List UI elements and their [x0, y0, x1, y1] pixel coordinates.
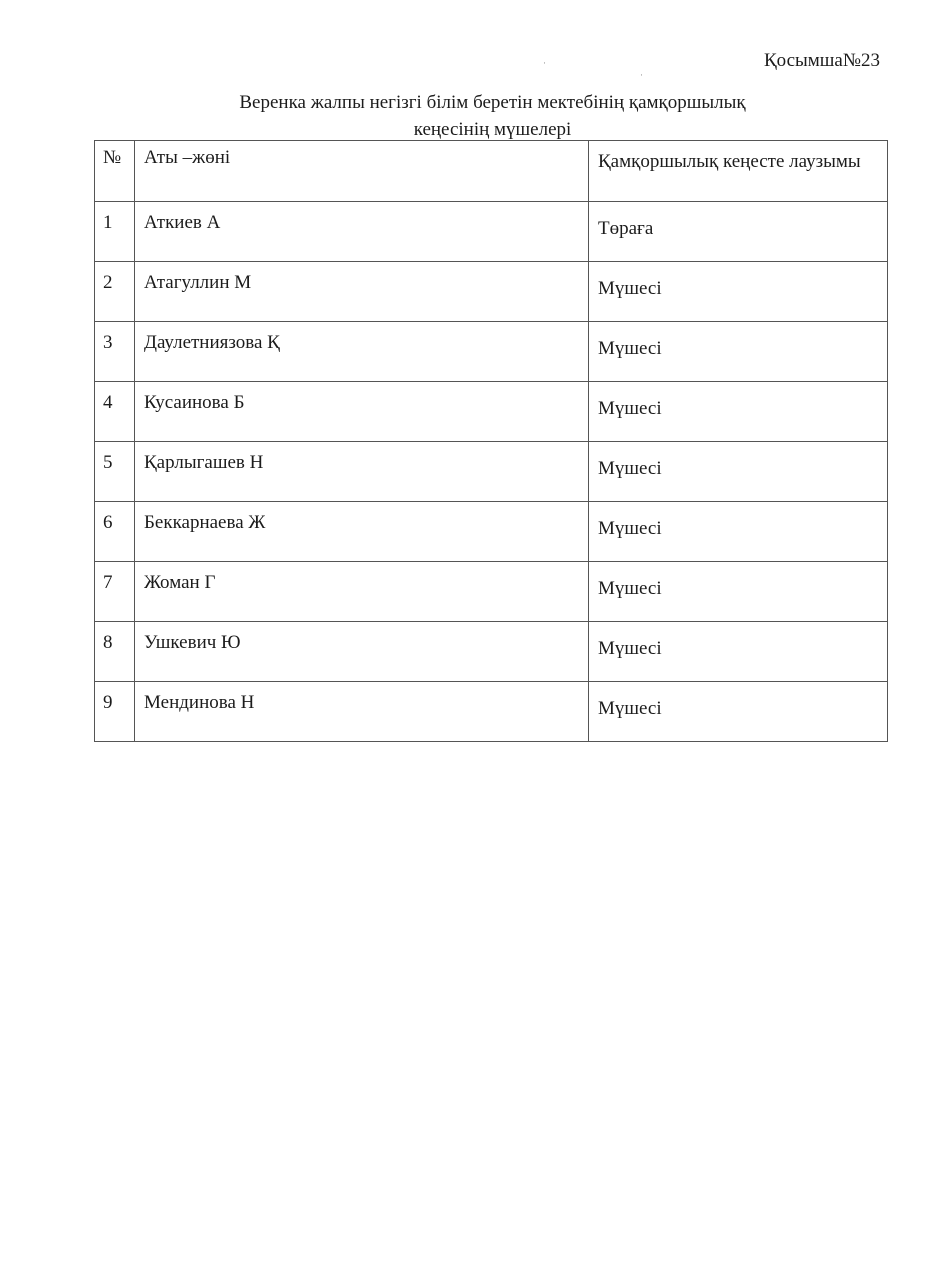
table-row [95, 202, 888, 262]
row-name: Атагуллин М [135, 262, 589, 322]
row-name: Мендинова Н [135, 682, 589, 742]
table-row [95, 262, 888, 322]
row-role: Мүшесі [589, 562, 888, 622]
scan-speck: · [640, 70, 643, 80]
appendix-label: Қосымша№23 [763, 50, 880, 71]
row-role: Төраға [589, 202, 888, 262]
row-name: Ушкевич Ю [135, 622, 589, 682]
row-name: Беккарнаева Ж [135, 502, 589, 562]
scan-speck: · [543, 58, 546, 68]
row-role: Мүшесі [589, 262, 888, 322]
row-role: Мүшесі [589, 622, 888, 682]
document-title [0, 89, 930, 143]
row-role: Мүшесі [589, 322, 888, 382]
table-row [95, 562, 888, 622]
table-row [95, 442, 888, 502]
table-row [95, 382, 888, 442]
row-number: 5 [95, 442, 135, 502]
table-row [95, 502, 888, 562]
row-role: Мүшесі [589, 442, 888, 502]
title-line-2: кеңесінің мүшелері [413, 119, 572, 140]
row-role: Мүшесі [589, 382, 888, 442]
members-table [94, 140, 888, 742]
row-number: 2 [95, 262, 135, 322]
row-number: 4 [95, 382, 135, 442]
row-number: 6 [95, 502, 135, 562]
row-name: Кусаинова Б [135, 382, 589, 442]
row-number: 9 [95, 682, 135, 742]
header-number: № [95, 141, 135, 202]
title-line-1: Веренка жалпы негізгі білім беретін мектебінің қамқоршылық [239, 92, 746, 113]
header-name: Аты –жөні [135, 141, 589, 202]
row-name: Даулетниязова Қ [135, 322, 589, 382]
row-name: Жоман Г [135, 562, 589, 622]
row-role: Мүшесі [589, 502, 888, 562]
row-name: Қарлыгашев Н [135, 442, 589, 502]
table-row [95, 622, 888, 682]
row-number: 8 [95, 622, 135, 682]
header-role: Қамқоршылық кеңесте лаузымы [589, 141, 888, 202]
row-role: Мүшесі [589, 682, 888, 742]
row-number: 3 [95, 322, 135, 382]
table-row [95, 682, 888, 742]
row-name: Аткиев А [135, 202, 589, 262]
row-number: 1 [95, 202, 135, 262]
table-row [95, 322, 888, 382]
row-number: 7 [95, 562, 135, 622]
table-header-row [95, 141, 888, 202]
